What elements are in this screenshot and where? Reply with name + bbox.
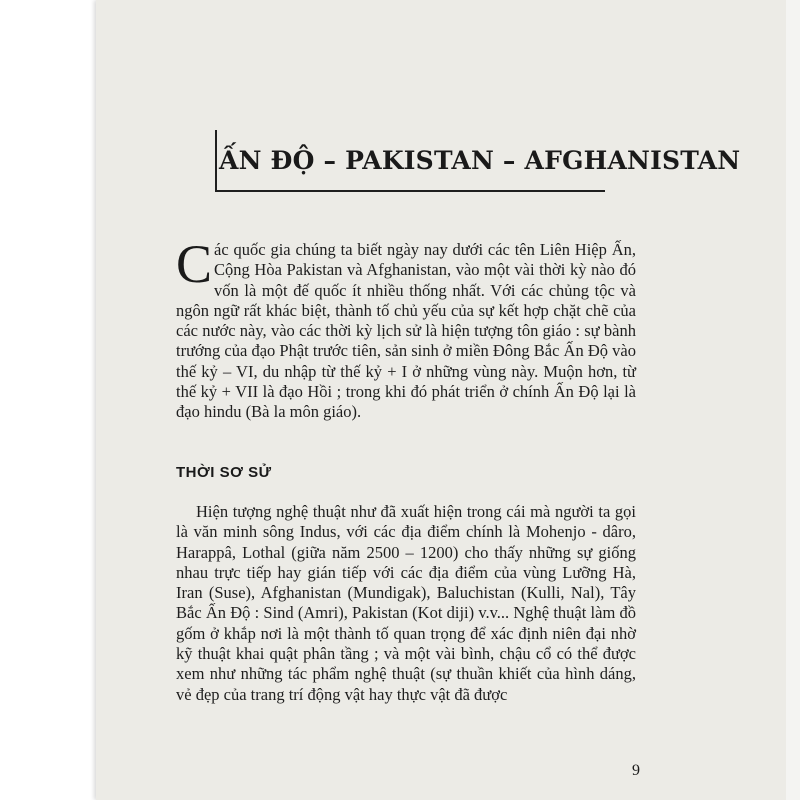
drop-cap: C xyxy=(176,234,213,294)
section-paragraph: Hiện tượng nghệ thuật như đã xuất hiện trong cái mà người ta gọi là văn minh sông Indus, với các địa điểm chính là Mohenjo - dâro, Harappâ, Lothal (giữa năm 2500 – 1200) cho thấy những sự giống nhau trực tiếp hay gián tiếp với các địa điểm của vùng Lưỡng Hà, Iran (Suse), Afghanistan (Mundigak), Baluchistan (Kulli, Nal), Tây Bắc Ấn Độ : Sind (Amri), Pakistan (Kot diji) v.v... Nghệ thuật làm đồ gốm ở khắp nơi là một thành tố quan trọng để xác định niên đại nhờ kỹ thuật khai quật phân tầng ; và một vài bình, chậu cổ có thể được xem như những tác phẩm nghệ thuật (sự thuần khiết của hình dáng, vẻ đẹp của trang trí động vật hay thực vật đã được xyxy=(176,502,636,704)
chapter-title: ẤN ĐỘ – PAKISTAN – AFGHANISTAN xyxy=(219,146,741,175)
page-number: 9 xyxy=(632,762,640,779)
intro-paragraph xyxy=(176,234,636,423)
chapter-title-rule xyxy=(215,130,217,190)
intro-text: ác quốc gia chúng ta biết ngày nay dưới các tên Liên Hiệp Ấn, Cộng Hòa Pakistan và Afghanistan, vào một vài thời kỳ nào đó vốn là một đế quốc ít nhiều thống nhất. Với các chủng tộc và ngôn ngữ rất khác biệt, thành tố chủ yếu của sự kết hợp chặt chẽ của các nước này, vào các thời kỳ lịch sử là hiện tượng tôn giáo : sự bành trướng của đạo Phật trước tiên, sản sinh ở miền Đông Bắc Ấn Độ vào thế kỷ – VI, du nhập từ thế kỷ + I ở những vùng này. Muộn hơn, từ thế kỷ + VII là đạo Hồi ; trong khi đó phát triển ở chính Ấn Độ lại là đạo hindu (Bà la môn giáo). xyxy=(176,240,636,422)
page-edge xyxy=(786,0,800,800)
section-heading: THỜI SƠ SỬ xyxy=(176,464,272,481)
